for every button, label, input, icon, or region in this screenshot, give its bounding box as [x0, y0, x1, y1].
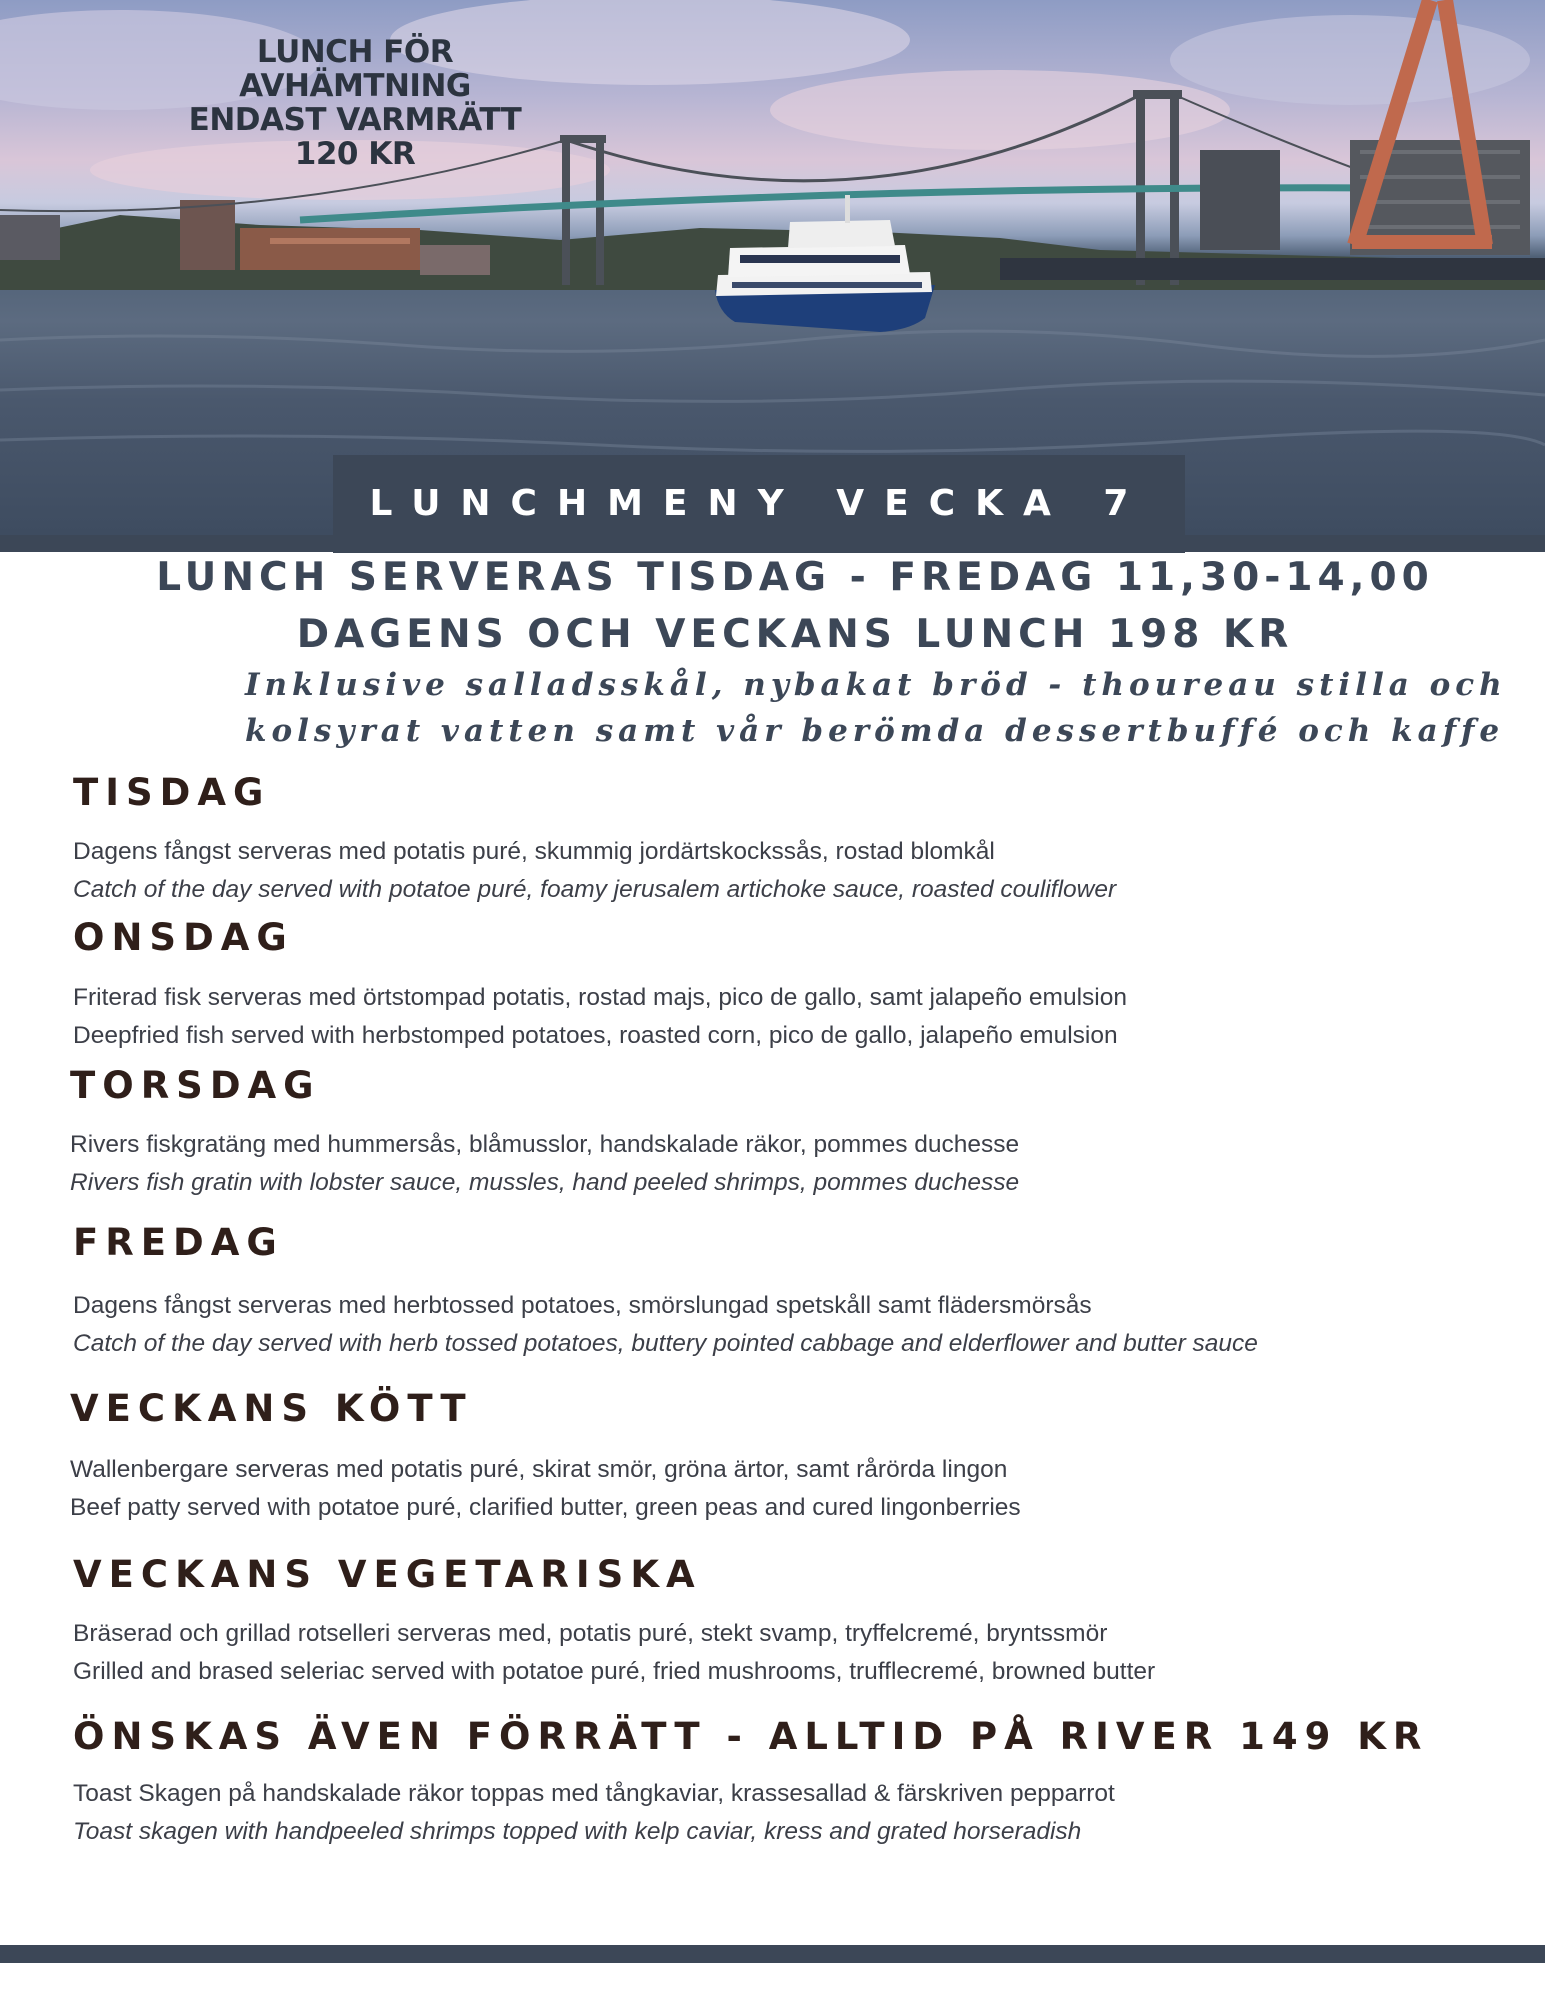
dish-swedish: Rivers fiskgratäng med hummersås, blåmusslor, handskalade räkor, pommes duchesse — [70, 1131, 1020, 1158]
inclusions-line-2: kolsyrat vatten samt vår berömda dessertbuffé och kaffe — [245, 713, 1505, 749]
dish-english: Rivers fish gratin with lobster sauce, mussles, hand peeled shrimps, pommes duchesse — [70, 1169, 1020, 1196]
serving-hours: LUNCH SERVERAS TISDAG - FREDAG 11,30-14,00 — [156, 555, 1434, 600]
promo-line: LUNCH FÖR — [256, 34, 454, 70]
heading-weekly-vegetarian: VECKANS VEGETARISKA — [73, 1553, 702, 1596]
dish-swedish: Wallenbergare serveras med potatis puré, skirat smör, gröna ärtor, samt rårörda lingon — [70, 1456, 1008, 1483]
dish-english: Toast skagen with handpeeled shrimps topped with kelp caviar, kress and grated horseradish — [73, 1818, 1082, 1845]
dish-swedish: Bräserad och grillad rotselleri serveras med, potatis puré, stekt svamp, tryffelcremé, bryntssmör — [73, 1620, 1108, 1647]
dish-english: Grilled and brased seleriac served with potatoe puré, fried mushrooms, trufflecremé, browned butter — [73, 1658, 1156, 1685]
promo-line: 120 KR — [294, 136, 416, 172]
takeaway-promo — [150, 35, 560, 171]
bottom-divider-band — [0, 1945, 1545, 1963]
dish-english: Deepfried fish served with herbstomped potatoes, roasted corn, pico de gallo, jalapeño emulsion — [73, 1022, 1118, 1049]
heading-weekly-meat: VECKANS KÖTT — [70, 1387, 473, 1430]
day-heading-tisdag: TISDAG — [73, 771, 271, 814]
promo-line: AVHÄMTNING — [239, 68, 471, 104]
day-heading-onsdag: ONSDAG — [73, 916, 294, 959]
dish-swedish: Friterad fisk serveras med örtstompad potatis, rostad majs, pico de gallo, samt jalapeño emulsion — [73, 984, 1127, 1011]
day-heading-torsdag: TORSDAG — [70, 1064, 321, 1107]
lunch-price: DAGENS OCH VECKANS LUNCH 198 KR — [296, 612, 1294, 657]
dish-english: Catch of the day served with potatoe puré, foamy jerusalem artichoke sauce, roasted couliflower — [73, 876, 1117, 903]
dish-swedish: Dagens fångst serveras med potatis puré, skummig jordärtskockssås, rostad blomkål — [73, 838, 995, 865]
dish-english: Catch of the day served with herb tossed potatoes, buttery pointed cabbage and elderflower and butter sauce — [73, 1330, 1258, 1357]
dish-swedish: Dagens fångst serveras med herbtossed potatoes, smörslungad spetskåll samt flädersmörsås — [73, 1292, 1092, 1319]
dish-english: Beef patty served with potatoe puré, clarified butter, green peas and cured lingonberries — [70, 1494, 1021, 1521]
dish-swedish: Toast Skagen på handskalade räkor toppas med tångkaviar, krassesallad & färskriven pepparrot — [73, 1780, 1115, 1807]
day-heading-fredag: FREDAG — [73, 1221, 284, 1264]
inclusions-line-1: Inklusive salladsskål, nybakat bröd - thoureau stilla och — [245, 667, 1507, 703]
heading-starter: ÖNSKAS ÄVEN FÖRRÄTT - ALLTID PÅ RIVER 149 KR — [73, 1715, 1429, 1758]
promo-line: ENDAST VARMRÄTT — [188, 102, 522, 138]
menu-title: LUNCHMENY VECKA 7 — [333, 455, 1185, 553]
